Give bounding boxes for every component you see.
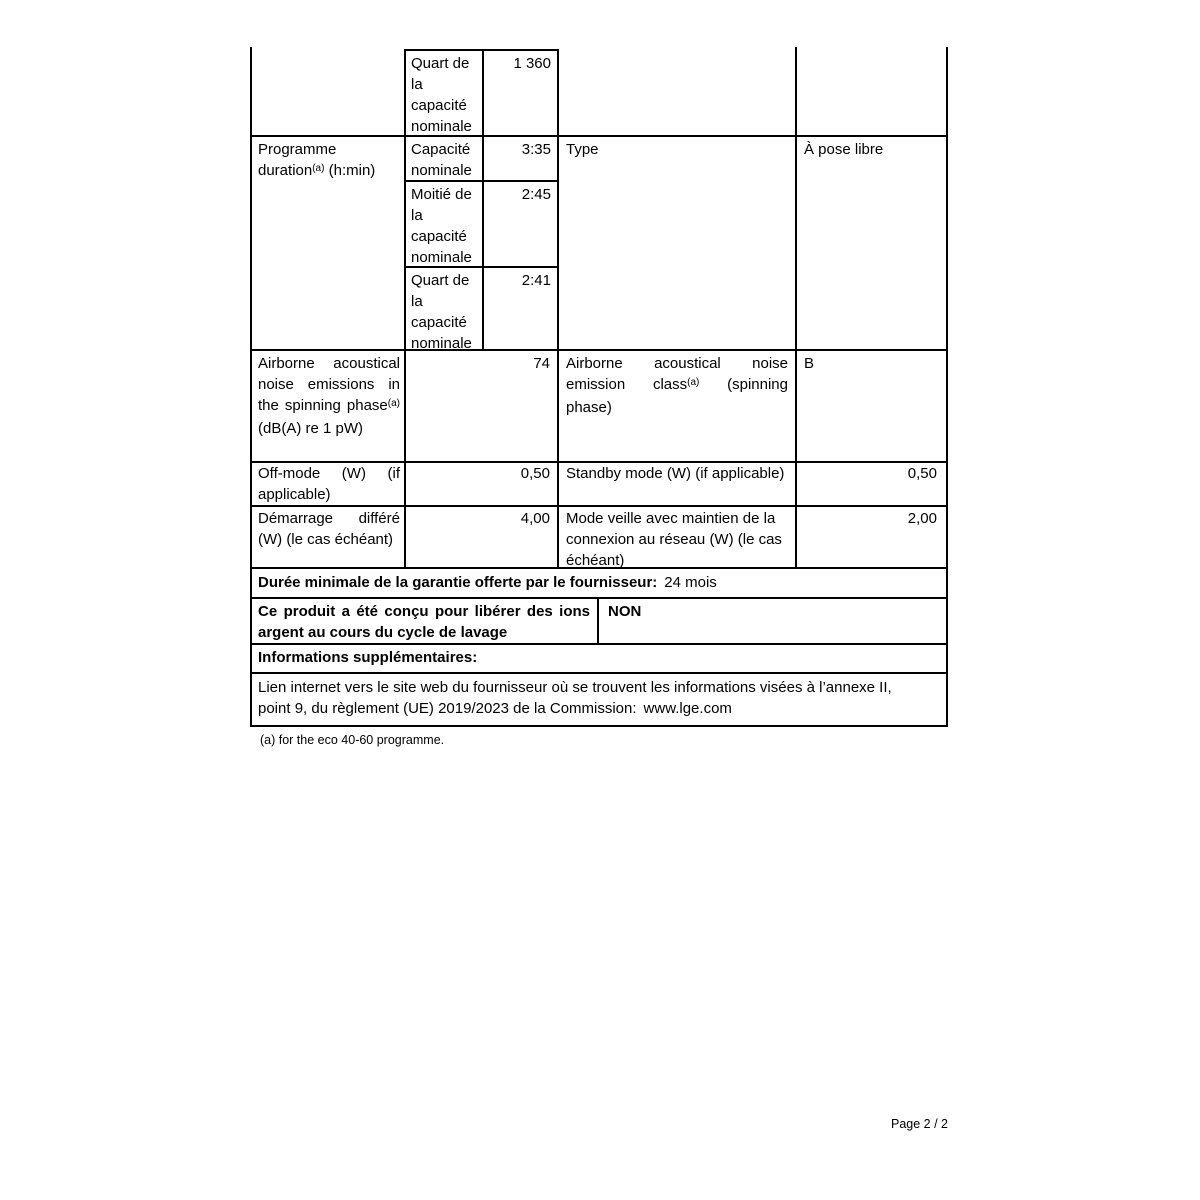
table-border-row1 <box>250 135 948 137</box>
table-border-row6 <box>250 597 948 599</box>
page-number: Page 2 / 2 <box>891 1117 948 1131</box>
cell-delayed-start-label: Démarrage différé (W) (le cas échéant) <box>258 510 400 548</box>
table-border-bottom <box>250 725 948 727</box>
cell-network-standby-value: 2,00 <box>907 510 937 527</box>
cell-network-standby-label: Mode veille avec maintien de la connexion au réseau (W) (le cas échéant) <box>566 510 782 569</box>
cell-programme-duration-label: Programme duration$^{(a)}$ (h:min) <box>258 141 376 179</box>
cell-half-capacity-label: Moitié de la capacité nominale <box>411 186 472 266</box>
cell-quarter-capacity-top-value: 1 360 <box>513 55 551 72</box>
footnote-marker: (a) <box>387 398 400 409</box>
cell-noise-class-label: Airborne acoustical noise emission class$^{(a)}$ (spinning phase) <box>566 355 788 416</box>
footnote-marker: (a) <box>312 163 325 174</box>
table-border-row2 <box>250 349 948 351</box>
table-border-col2 <box>482 49 484 350</box>
table-border-col1 <box>404 49 406 568</box>
table-border-col3 <box>557 49 559 568</box>
cell-warranty: Durée minimale de la garantie offerte par le fournisseur: 24 mois <box>258 574 717 591</box>
cell-silver-ions-value: NON <box>608 603 642 620</box>
cell-delayed-start-value: 4,00 <box>520 510 550 527</box>
cell-half-capacity-value: 2:45 <box>521 186 551 203</box>
cell-additional-info: Informations supplémentaires: <box>258 649 478 666</box>
table-border-right <box>946 47 948 727</box>
cell-rated-capacity-value: 3:35 <box>521 141 551 158</box>
table-border-row8 <box>250 672 948 674</box>
cell-type-label: Type <box>566 141 599 158</box>
supplier-website-url: www.lge.com <box>643 700 732 717</box>
cell-silver-ions-label: Ce produit a été conçu pour libérer des ions argent au cours du cycle de lavage <box>258 603 590 641</box>
cell-quarter-capacity-label: Quart de la capacité nominale <box>411 272 472 352</box>
cell-off-mode-value: 0,50 <box>520 465 550 482</box>
table-border-row7 <box>250 643 948 645</box>
cell-supplier-link: Lien internet vers le site web du fournisseur où se trouvent les informations visées à l’annexe II, point 9, du règlement (UE) 2019/2023 de la Commission: www.lge.com <box>258 679 892 717</box>
warranty-value: 24 mois <box>664 574 717 591</box>
cell-standby-label: Standby mode (W) (if applicable) <box>566 465 785 482</box>
footnote-marker: (a) <box>687 377 700 388</box>
table-border-ions-divider <box>597 597 599 644</box>
footnote: (a) for the eco 40-60 programme. <box>260 733 445 747</box>
cell-noise-emissions-label: Airborne acoustical noise emissions in the spinning phase$^{(a)}$ (dB(A) re 1 pW) <box>258 355 400 437</box>
table-border-col4 <box>795 47 797 568</box>
table-border-left <box>250 47 252 727</box>
table-border-subrow-top <box>404 49 559 51</box>
cell-noise-class-value: B <box>804 355 815 372</box>
cell-quarter-capacity-top: Quart de la capacité nominale <box>411 55 472 135</box>
cell-type-value: À pose libre <box>804 141 884 158</box>
cell-noise-emissions-value: 74 <box>533 355 550 372</box>
table-border-row4 <box>250 505 948 507</box>
cell-quarter-capacity-value: 2:41 <box>521 272 551 289</box>
cell-rated-capacity-label: Capacité nominale <box>411 141 472 179</box>
cell-off-mode-label: Off-mode (W) (if applicable) <box>258 465 400 503</box>
cell-standby-value: 0,50 <box>907 465 937 482</box>
